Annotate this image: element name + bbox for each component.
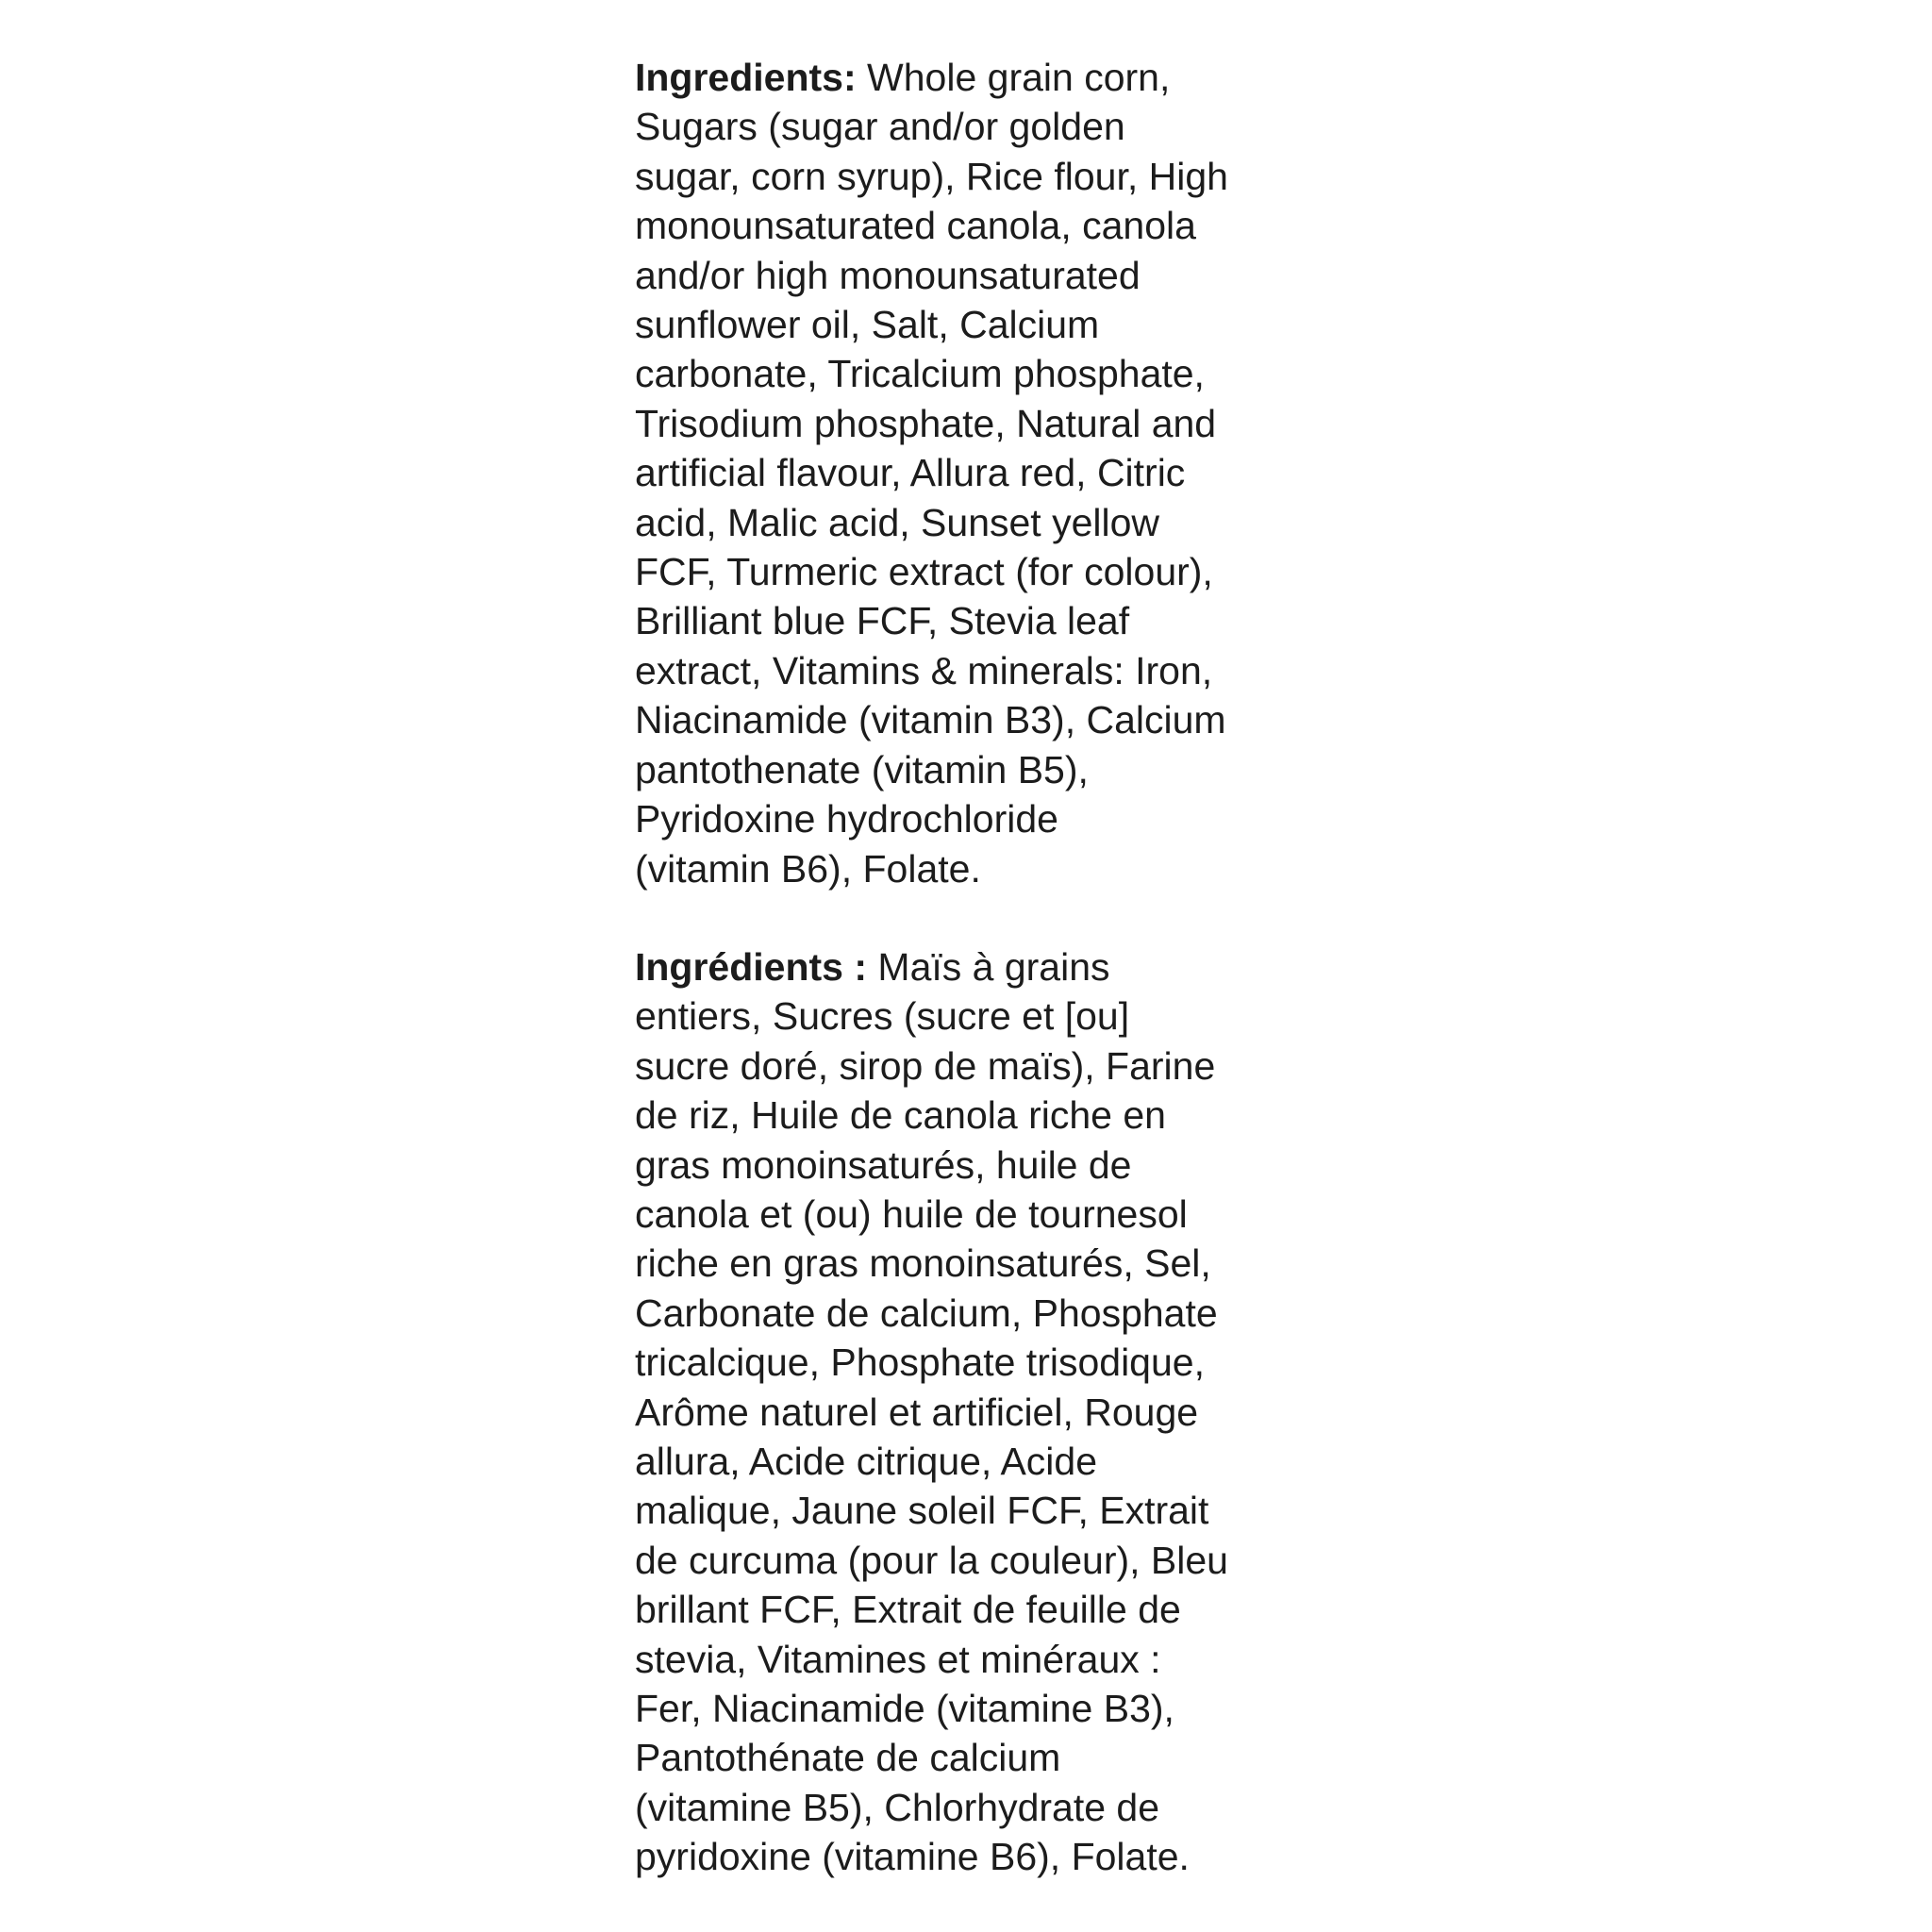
ingredient-line [635,53,1333,102]
ingredient-line: canola et (ou) huile de tournesol [635,1191,1188,1236]
ingredient-line: extract, Vitamins & minerals: Iron, [635,648,1213,692]
ingredient-line: Pantothénate de calcium [635,1736,1061,1780]
ingredient-line: entiers, Sucres (sucre et [ou] [635,994,1130,1039]
ingredient-line: tricalcique, Phosphate trisodique, [635,1341,1205,1385]
ingredient-line: monounsaturated canola, canola [635,204,1196,248]
ingredient-line: de riz, Huile de canola riche en [635,1093,1166,1138]
ingredient-line: brillant FCF, Extrait de feuille de [635,1588,1181,1632]
ingredient-line: Pyridoxine hydrochloride [635,797,1058,841]
ingredient-line: (vitamin B6), Folate. [635,846,981,891]
ingredient-line: gras monoinsaturés, huile de [635,1142,1132,1187]
ingredients-heading-french: Ingrédients : [635,944,868,989]
ingredient-line-text: Maïs à grains [867,944,1110,989]
ingredient-line: carbonate, Tricalcium phosphate, [635,352,1205,396]
ingredient-line-text: Whole grain corn, [856,56,1171,99]
ingredients-english [635,53,1333,893]
ingredient-line: allura, Acide citrique, Acide [635,1439,1097,1483]
ingredient-line: Fer, Niacinamide (vitamine B3), [635,1687,1174,1730]
ingredient-line: riche en gras monoinsaturés, Sel, [635,1241,1211,1286]
ingredient-line: Sugars (sugar and/or golden [635,105,1125,149]
ingredient-line: (vitamine B5), Chlorhydrate de [635,1785,1160,1829]
ingredient-line [635,942,1333,991]
ingredient-line: and/or high monounsaturated [635,253,1141,297]
ingredient-line: stevia, Vitamines et minéraux : [635,1637,1161,1681]
ingredient-line: Carbonate de calcium, Phosphate [635,1291,1218,1335]
ingredient-line: FCF, Turmeric extract (for colour), [635,550,1213,594]
ingredient-line: malique, Jaune soleil FCF, Extrait [635,1489,1209,1533]
ingredients-heading-english: Ingredients: [635,56,857,99]
ingredient-line: sucre doré, sirop de maïs), Farine [635,1043,1216,1088]
ingredient-line: Arôme naturel et artificiel, Rouge [635,1390,1199,1434]
ingredient-line: Trisodium phosphate, Natural and [635,401,1217,445]
ingredient-line: pyridoxine (vitamine B6), Folate. [635,1835,1190,1879]
ingredient-line: pantothenate (vitamin B5), [635,747,1089,791]
ingredient-line: sunflower oil, Salt, Calcium [635,303,1100,347]
ingredient-line: artificial flavour, Allura red, Citric [635,451,1186,495]
ingredient-line: Brilliant blue FCF, Stevia leaf [635,599,1130,643]
ingredient-line: Niacinamide (vitamin B3), Calcium [635,698,1226,742]
ingredients-label [635,53,1333,1882]
ingredient-line: acid, Malic acid, Sunset yellow [635,500,1160,544]
ingredient-line: sugar, corn syrup), Rice flour, High [635,154,1228,198]
ingredient-line: de curcuma (pour la couleur), Bleu [635,1538,1228,1582]
ingredients-french [635,942,1333,1882]
